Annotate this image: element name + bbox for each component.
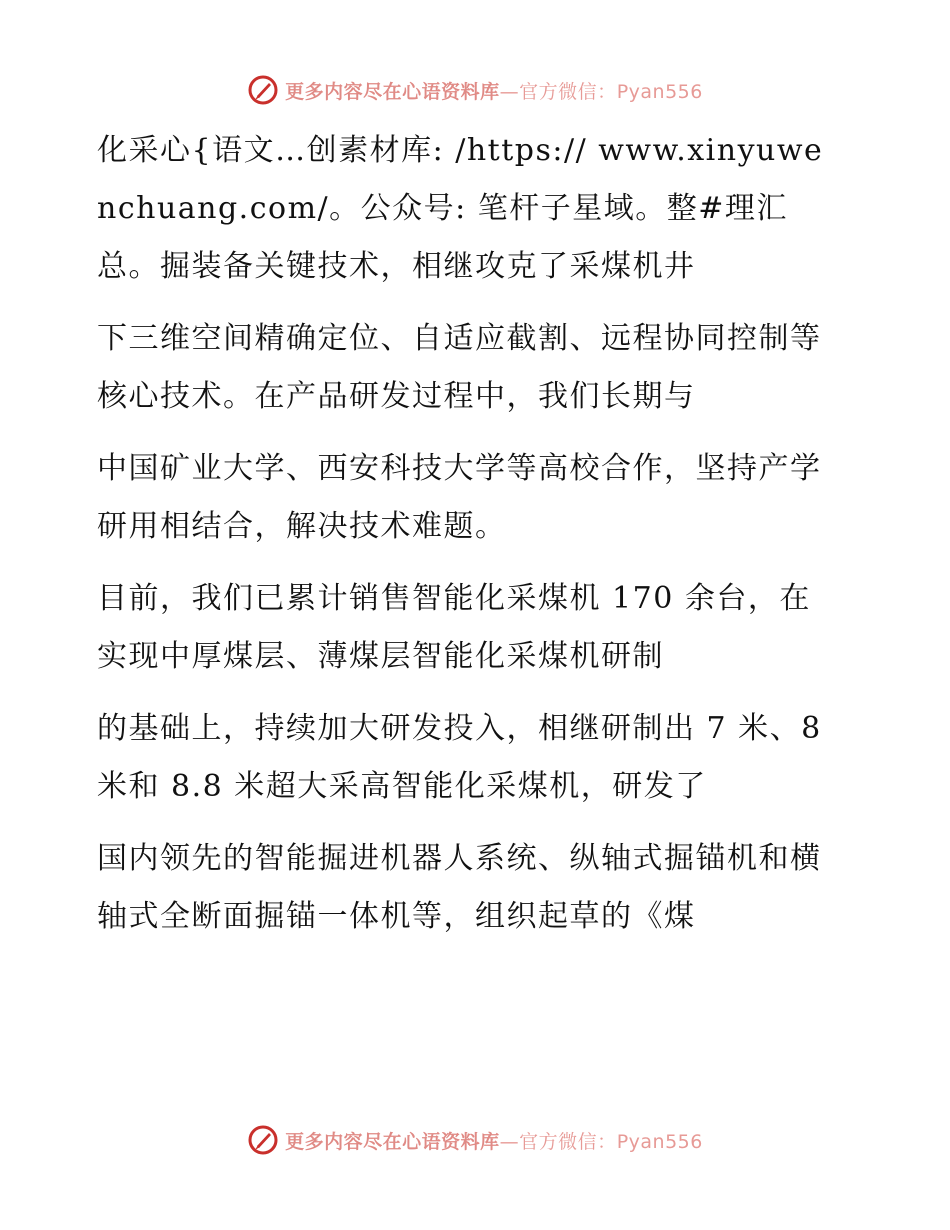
footer-watermark-banner: [0, 1120, 950, 1160]
paragraph: 中国矿业大学、西安科技大学等高校合作，坚持产学研用相结合，解决技术难题。: [97, 451, 822, 544]
brand-logo-icon: [247, 1124, 279, 1156]
banner-dash: —: [499, 1130, 520, 1153]
document-body: [97, 122, 837, 960]
banner-wechat-label: 官方微信：: [519, 1130, 617, 1153]
paragraph: 国内领先的智能掘进机器人系统、纵轴式掘锚机和横轴式全断面掘锚一体机等，组织起草的《煤: [97, 841, 822, 934]
banner-lead: 更多内容尽在心语资料库: [285, 80, 500, 103]
banner-lead: 更多内容尽在心语资料库: [285, 1130, 500, 1153]
paragraph: 目前，我们已累计销售智能化采煤机 170 余台，在实现中厚煤层、薄煤层智能化采煤机研制: [97, 581, 811, 674]
banner-dash: —: [499, 80, 520, 103]
paragraph: 化采心{语文…创素材库: /https:// www.xinyuwenchuang.com/。公众号: 笔杆子星域。整#理汇总。掘装备关键技术，相继攻克了采煤机井: [97, 133, 824, 284]
banner-wechat-id: Pyan556: [616, 1130, 703, 1153]
banner-text: [285, 1127, 703, 1154]
banner-wechat-id: Pyan556: [616, 80, 703, 103]
paragraph: 的基础上，持续加大研发投入，相继研制出 7 米、8 米和 8.8 米超大采高智能化采煤机，研发了: [97, 711, 822, 804]
brand-logo-icon: [247, 74, 279, 106]
banner-text: [285, 77, 703, 104]
paragraph: 下三维空间精确定位、自适应截割、远程协同控制等核心技术。在产品研发过程中，我们长期与: [97, 321, 822, 414]
banner-wechat-label: 官方微信：: [519, 80, 617, 103]
header-watermark-banner: [0, 70, 950, 110]
